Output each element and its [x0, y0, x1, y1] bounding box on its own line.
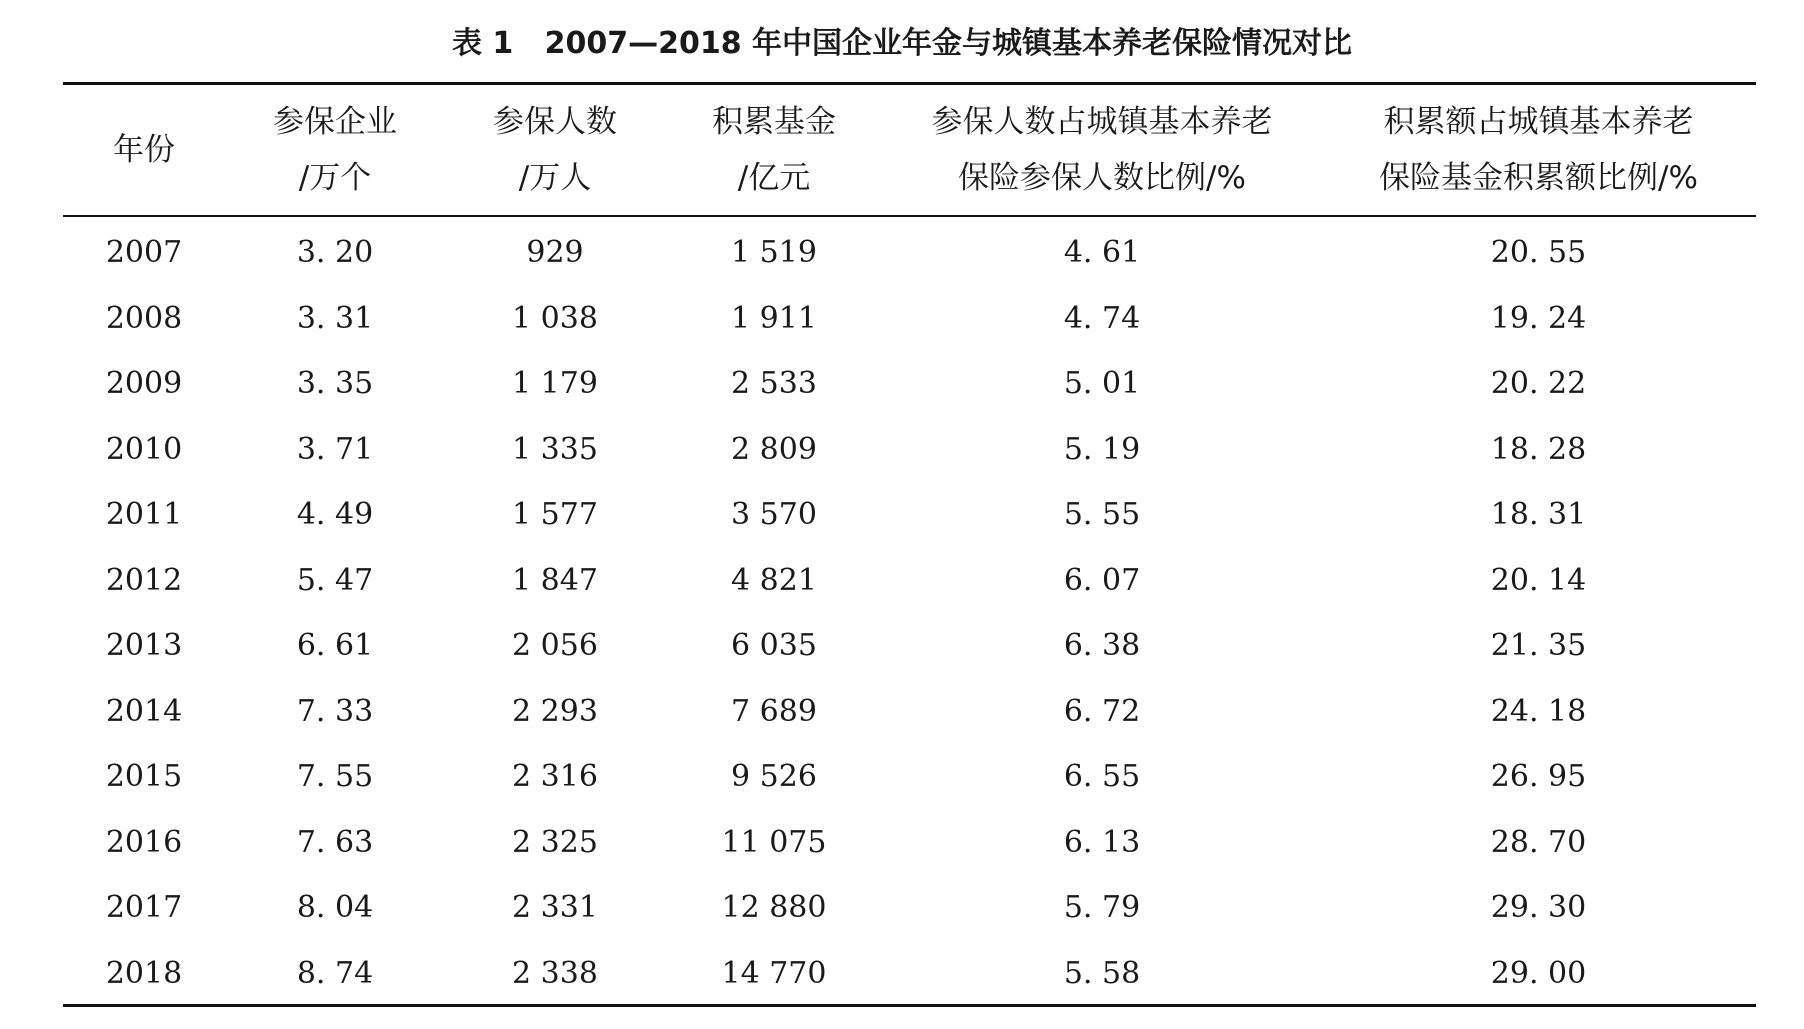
cell-year: 2011	[105, 497, 183, 532]
cell-fund-ratio: 19. 24	[1490, 300, 1587, 336]
cell-participants: 1 847	[512, 562, 598, 598]
cell-participant-ratio: 6. 13	[1063, 824, 1141, 860]
header-fund-line-2: /亿元	[737, 160, 811, 196]
header-participant-ratio-line-1: 参保人数占城镇基本养老	[931, 104, 1273, 140]
cell-fund: 4 821	[731, 562, 817, 598]
cell-enterprises: 7. 33	[296, 693, 374, 729]
cell-enterprises: 3. 31	[296, 300, 374, 336]
cell-fund-ratio: 28. 70	[1490, 824, 1587, 860]
cell-year: 2014	[105, 693, 183, 729]
cell-participant-ratio: 4. 61	[1063, 235, 1141, 270]
cell-year: 2015	[105, 759, 183, 794]
cell-participants: 1 038	[512, 300, 598, 336]
table-row	[63, 744, 1756, 810]
cell-fund: 1 519	[731, 235, 817, 270]
cell-fund: 2 533	[731, 366, 817, 401]
cell-participants: 1 577	[512, 497, 598, 532]
cell-participants: 2 338	[512, 955, 598, 991]
table-row	[63, 482, 1756, 548]
cell-year: 2009	[105, 366, 183, 401]
cell-enterprises: 7. 63	[296, 824, 374, 860]
cell-fund: 6 035	[731, 628, 817, 663]
cell-year: 2016	[105, 824, 183, 860]
header-year	[63, 94, 225, 206]
cell-enterprises: 7. 55	[296, 759, 374, 794]
cell-participant-ratio: 5. 19	[1063, 431, 1141, 467]
header-participant-ratio	[883, 94, 1321, 206]
header-participant-ratio-line-2: 保险参保人数比例/%	[958, 160, 1246, 196]
header-participants	[445, 94, 665, 206]
cell-participants: 2 331	[512, 890, 598, 925]
cell-year: 2017	[105, 890, 183, 925]
table-body	[63, 220, 1756, 1006]
cell-participants: 2 293	[512, 693, 598, 729]
header-fund-ratio-line-2: 保险基金积累额比例/%	[1379, 160, 1698, 196]
cell-fund-ratio: 20. 14	[1490, 562, 1587, 598]
cell-fund: 12 880	[721, 890, 827, 925]
cell-enterprises: 6. 61	[296, 628, 374, 663]
cell-participant-ratio: 6. 55	[1063, 759, 1141, 794]
cell-year: 2008	[105, 300, 183, 336]
table-bottom-rule	[63, 1004, 1756, 1007]
cell-fund-ratio: 18. 28	[1490, 431, 1587, 467]
table-header	[63, 94, 1756, 206]
cell-participant-ratio: 5. 55	[1063, 497, 1141, 532]
header-enterprises	[225, 94, 445, 206]
cell-fund-ratio: 29. 30	[1490, 890, 1587, 925]
header-fund-ratio	[1321, 94, 1756, 206]
cell-participants: 2 316	[512, 759, 598, 794]
cell-fund-ratio: 18. 31	[1490, 497, 1587, 532]
cell-fund: 11 075	[721, 824, 827, 860]
cell-participant-ratio: 5. 79	[1063, 890, 1141, 925]
cell-year: 2007	[105, 235, 183, 270]
table-row	[63, 548, 1756, 614]
cell-enterprises: 3. 71	[296, 431, 374, 467]
cell-fund: 2 809	[731, 431, 817, 467]
cell-year: 2018	[105, 955, 183, 991]
cell-fund-ratio: 24. 18	[1490, 693, 1587, 729]
cell-enterprises: 3. 35	[296, 366, 374, 401]
header-fund-line-1: 积累基金	[712, 104, 836, 140]
header-fund-ratio-line-1: 积累额占城镇基本养老	[1383, 104, 1694, 140]
table-row	[63, 679, 1756, 745]
cell-fund: 9 526	[731, 759, 817, 794]
cell-fund-ratio: 29. 00	[1490, 955, 1587, 991]
cell-enterprises: 5. 47	[296, 562, 374, 598]
header-enterprises-line-1: 参保企业	[273, 104, 397, 140]
header-enterprises-line-2: /万个	[298, 160, 372, 196]
cell-year: 2013	[105, 628, 183, 663]
table-row	[63, 810, 1756, 876]
table-row	[63, 417, 1756, 483]
cell-participants: 2 325	[512, 824, 598, 860]
cell-participant-ratio: 6. 07	[1063, 562, 1141, 598]
table-row	[63, 286, 1756, 352]
cell-year: 2012	[105, 562, 183, 598]
cell-participants: 2 056	[512, 628, 598, 663]
cell-participant-ratio: 5. 01	[1063, 366, 1141, 401]
header-participants-line-1: 参保人数	[493, 104, 617, 140]
cell-fund-ratio: 26. 95	[1490, 759, 1587, 794]
cell-fund: 7 689	[731, 693, 817, 729]
cell-participant-ratio: 6. 72	[1063, 693, 1141, 729]
table-row	[63, 613, 1756, 679]
table-row	[63, 941, 1756, 1007]
cell-fund: 1 911	[731, 300, 817, 336]
cell-participants: 929	[526, 235, 584, 270]
cell-fund: 3 570	[731, 497, 817, 532]
table-row	[63, 351, 1756, 417]
table-row	[63, 220, 1756, 286]
cell-enterprises: 8. 74	[296, 955, 374, 991]
cell-participants: 1 179	[512, 366, 598, 401]
table-title: 表 1 2007—2018 年中国企业年金与城镇基本养老保险情况对比	[451, 26, 1353, 61]
header-fund	[665, 94, 883, 206]
cell-fund-ratio: 20. 55	[1490, 235, 1587, 270]
cell-enterprises: 3. 20	[296, 235, 374, 270]
header-year-line-1: 年份	[113, 132, 175, 168]
cell-participant-ratio: 5. 58	[1063, 955, 1141, 991]
cell-fund-ratio: 21. 35	[1490, 628, 1587, 663]
cell-year: 2010	[105, 431, 183, 467]
table-row	[63, 875, 1756, 941]
cell-participants: 1 335	[512, 431, 598, 467]
cell-enterprises: 8. 04	[296, 890, 374, 925]
cell-participant-ratio: 6. 38	[1063, 628, 1141, 663]
cell-participant-ratio: 4. 74	[1063, 300, 1141, 336]
header-participants-line-2: /万人	[518, 160, 592, 196]
table-header-rule	[63, 215, 1756, 217]
cell-enterprises: 4. 49	[296, 497, 374, 532]
cell-fund: 14 770	[721, 955, 827, 991]
table-top-rule	[63, 82, 1756, 85]
cell-fund-ratio: 20. 22	[1490, 366, 1587, 401]
